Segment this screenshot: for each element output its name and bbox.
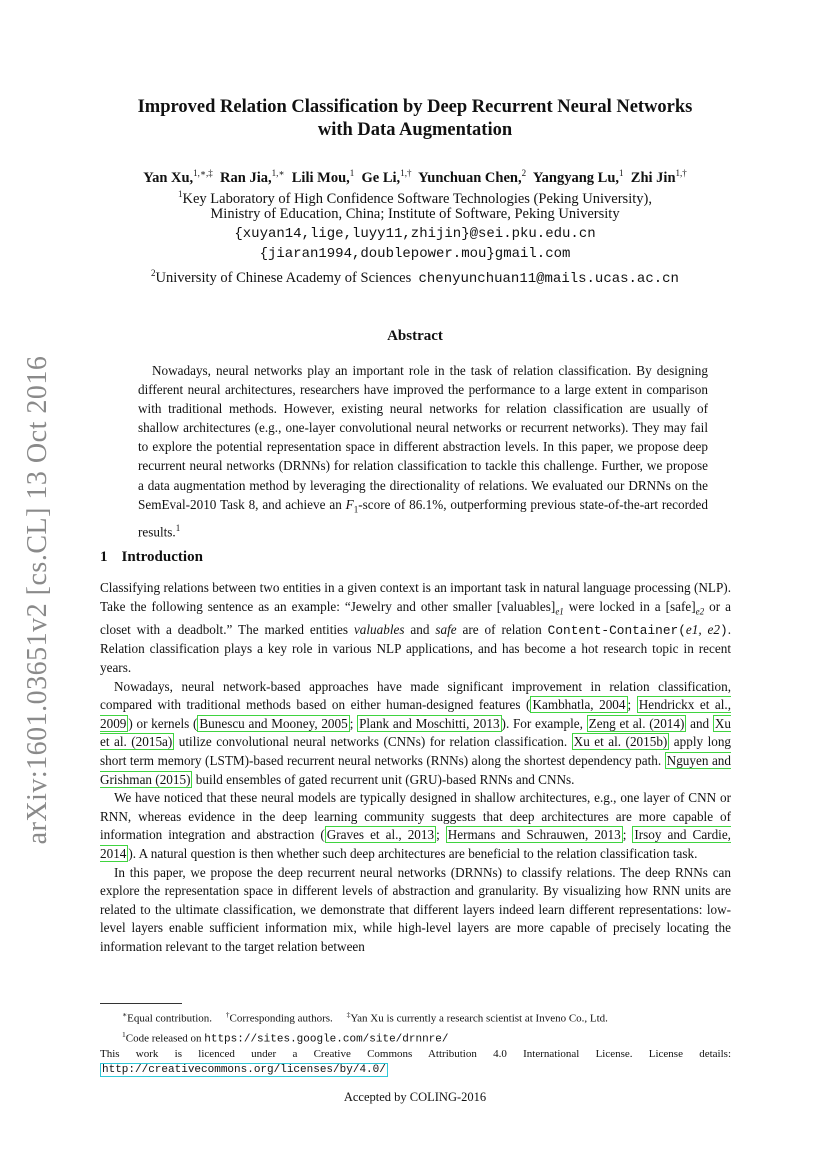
code-url[interactable]: https://sites.google.com/site/drnnre/	[204, 1033, 449, 1046]
title-line-1: Improved Relation Classification by Deep Recurrent Neural Networks	[137, 97, 693, 117]
introduction-body	[100, 579, 731, 957]
accepted-note: Accepted by COLING-2016	[343, 1090, 487, 1104]
arxiv-stamp: arXiv:1601.03651v2 [cs.CL] 13 Oct 2016	[22, 355, 53, 845]
citation-link[interactable]: Hermans and Schrauwen, 2013	[447, 827, 621, 843]
footnote-rule	[100, 1003, 182, 1004]
abstract-body: Nowadays, neural networks play an important role in the task of relation classification. By designing different neural architectures, researchers have improved the performance to a large extent in comparison with traditional methods. However, existing neural networks for relation classification are usually of shallow architectures (e.g., one-layer convolutional neural networks or recurrent networks). They may fail to explore the potential representation space in different abstraction levels. In this paper, we propose deep recurrent neural networks (DRNNs) for relation classification to tackle this challenge. Further, we propose a data augmentation method by leveraging the directionality of relations. We evaluated our DRNNs on the SemEval-2010 Task 8, and achieve an $F_1$-score of 86.1%, outperforming previous state-of-the-art recorded results.$^1$	[138, 363, 708, 540]
email-line-3: chenyunchuan11@mails.ucas.ac.cn	[418, 270, 679, 287]
citation-link[interactable]: Hendrickx et al., 2009	[100, 697, 732, 731]
author: Ran Jia,$^{1,∗}$	[220, 168, 285, 186]
citation-link[interactable]: Xu et al. (2015a)	[100, 715, 731, 750]
email-line-1: {xuyan14,lige,luyy11,zhijin}@sei.pku.edu.cn	[234, 226, 596, 242]
license-url-link[interactable]: http://creativecommons.org/licenses/by/4.0/	[102, 1064, 386, 1077]
author: Yunchuan Chen,$^2$	[418, 168, 527, 186]
email-line-2: {jiaran1994,doublepower.mou}gmail.com	[259, 246, 571, 262]
title-line-2: with Data Augmentation	[317, 120, 513, 140]
footnote-mark[interactable]: 1	[175, 523, 181, 534]
affiliation-line-1: $^1$Key Laboratory of High Confidence Software Technologies (Peking University),	[178, 189, 652, 207]
footnotes	[100, 1007, 731, 1078]
citation-link[interactable]: Plank and Moschitti, 2013	[359, 715, 500, 731]
footnote-line-1: ∗Equal contribution. †Corresponding authors. ‡Yan Xu is currently a research scientist at Inveno Co., Ltd.	[122, 1010, 608, 1025]
citation-link[interactable]: Bunescu and Mooney, 2005	[199, 715, 348, 731]
paragraph: We have noticed that these neural models are typically designed in shallow architectures, e.g., one layer of CNN or RNN, whereas evidence in the deep learning community suggests that deep architectures are more capable of information integration and abstraction ( Graves et al., 2013 ; Hermans and Schrauwen, 2013 ; Irsoy and Cardie, 2014 ). A natural question is then whether such deep architectures are beneficial to the relation classification task.	[100, 790, 731, 861]
citation-link[interactable]: Xu et al. (2015b)	[573, 734, 668, 750]
citation-link[interactable]: Kambhatla, 2004	[532, 697, 626, 713]
author: Yan Xu,$^{1,∗,\ddagger}$	[143, 168, 213, 186]
citation-link[interactable]: Zeng et al. (2014)	[588, 715, 685, 731]
affiliation-line-5: $^2$University of Chinese Academy of Sciences chenyunchuan11@mails.ucas.ac.cn	[151, 268, 679, 287]
paragraph: Nowadays, neural network-based approaches have made significant improvement in relation classification, compared with traditional methods based on either human-designed features ( Kambhatla, 2004 ; Hendrickx et al., 2009 ) or kernels ( Bunescu and Mooney, 2005 ; Plank and Moschitti, 2013 ). For example, Zeng et al. (2014) and Xu et al. (2015a) utilize convolutional neural networks (CNNs) for relation classification. Xu et al. (2015b) apply long short term memory (LSTM)-based recurrent neural networks (RNNs) along the shortest dependency path. Nguyen and Grishman (2015) build ensembles of gated recurrent unit (GRU)-based RNNs and CNNs.	[100, 678, 732, 787]
section-heading-introduction: 1 Introduction	[100, 549, 203, 565]
footnote-line-2: $^1$Code released on https://sites.google.com/site/drnnre/	[122, 1029, 449, 1046]
author: Yangyang Lu,$^1$	[532, 168, 624, 186]
paragraph: In this paper, we propose the deep recurrent neural networks (DRNNs) to classify relations. The deep RNNs can explore the representation space in different levels of abstraction and granularity. By visualizing how RNN units are related to the ultimate classification, we demonstrate that different layers indeed learn different representations: low-level layers enable sufficient information mix, while high-level layers are more capable of precisely locating the information relevant to the target relation between	[100, 864, 731, 954]
abstract-heading: Abstract	[387, 328, 443, 344]
citation-link[interactable]: Irsoy and Cardie, 2014	[100, 827, 731, 861]
paper-title	[100, 96, 730, 142]
citation-link[interactable]: Nguyen and Grishman (2015)	[100, 752, 731, 787]
author: Lili Mou,$^1$	[291, 168, 355, 186]
citation-link[interactable]: Graves et al., 2013	[326, 827, 435, 843]
affiliation-line-2: Ministry of Education, China; Institute of Software, Peking University	[210, 206, 620, 222]
license-note: This work is licenced under a Creative Commons Attribution 4.0 International License. License details: http://creativecommons.org/licenses/by/4.0/	[100, 1048, 731, 1077]
author: Ge Li,$^{1,\dagger}$	[361, 168, 412, 186]
paragraph: Classifying relations between two entities in a given context is an important task in natural language processing (NLP). Take the following sentence as an example: “Jewelry and other smaller $[valuables]_{e1}$ were locked in a $[safe]_{e2}$ or a closet with a deadbolt.” The marked entities valuables and safe are of relation Content-Container(e1, e2). Relation classification plays a key role in various NLP applications, and has become a hot research topic in recent years.	[100, 580, 731, 676]
author: Zhi Jin$^{1,\dagger}$	[630, 168, 687, 186]
